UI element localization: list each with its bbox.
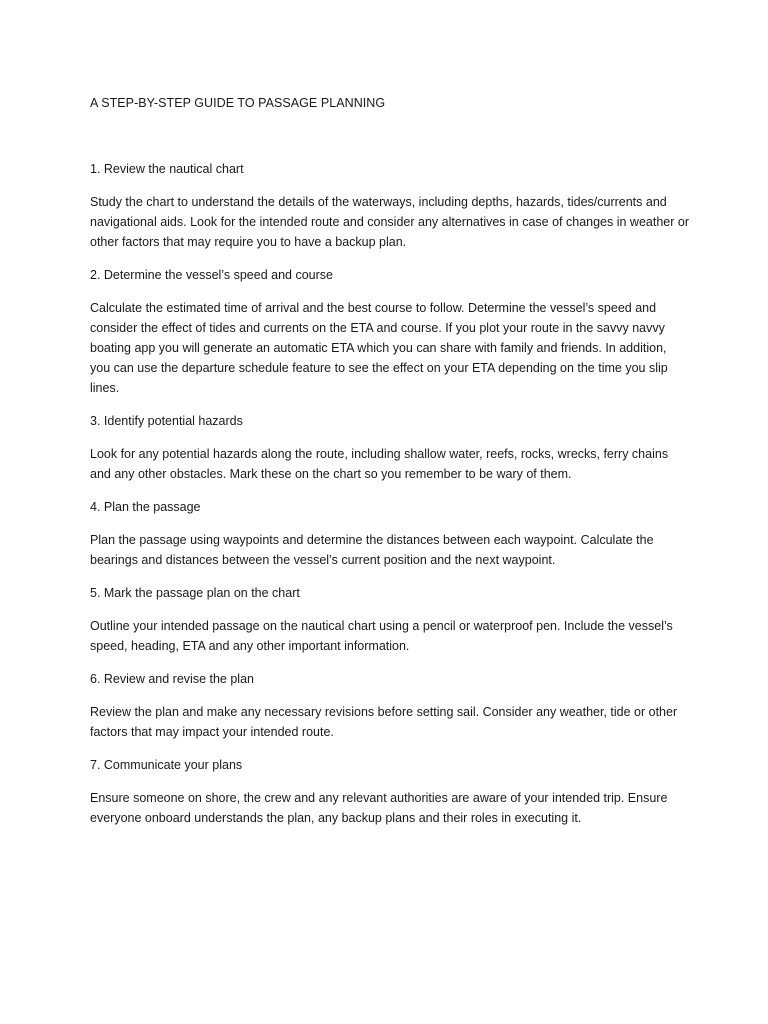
section-body: Review the plan and make any necessary revisions before setting sail. Consider any weather, tide or other factors that may impact your intended route. bbox=[90, 705, 678, 739]
section-heading: 3. Identify potential hazards bbox=[90, 414, 243, 428]
section-heading: 5. Mark the passage plan on the chart bbox=[90, 586, 300, 600]
section-heading: 6. Review and revise the plan bbox=[90, 672, 254, 686]
section-heading: 4. Plan the passage bbox=[90, 500, 201, 514]
section-body: Look for any potential hazards along the route, including shallow water, reefs, rocks, wrecks, ferry chains and any other obstacles. Mark these on the chart so you remember to be wary of them. bbox=[90, 447, 669, 481]
section-2 bbox=[90, 265, 690, 398]
section-heading: 1. Review the nautical chart bbox=[90, 162, 244, 176]
section-heading: 7. Communicate your plans bbox=[90, 758, 243, 772]
section-body: Plan the passage using waypoints and determine the distances between each waypoint. Calculate the bearings and distances between the vessel’s current position and the next waypoint. bbox=[90, 533, 654, 567]
section-body: Study the chart to understand the details of the waterways, including depths, hazards, tides/currents and navigational aids. Look for the intended route and consider any alternatives in case of changes in weather or other factors that may require you to have a backup plan. bbox=[90, 195, 689, 249]
section-1 bbox=[90, 159, 690, 252]
section-6 bbox=[90, 669, 690, 742]
section-5 bbox=[90, 583, 690, 656]
document-page bbox=[90, 93, 690, 841]
document-title: A STEP-BY-STEP GUIDE TO PASSAGE PLANNING bbox=[90, 96, 386, 110]
section-heading: 2. Determine the vessel’s speed and course bbox=[90, 268, 333, 282]
section-body: Ensure someone on shore, the crew and any relevant authorities are aware of your intended trip. Ensure everyone onboard understands the plan, any backup plans and their roles in executing it. bbox=[90, 791, 668, 825]
section-body: Outline your intended passage on the nautical chart using a pencil or waterproof pen. Include the vessel’s speed, heading, ETA and any other important information. bbox=[90, 619, 673, 653]
section-4 bbox=[90, 497, 690, 570]
section-3 bbox=[90, 411, 690, 484]
section-body: Calculate the estimated time of arrival and the best course to follow. Determine the vessel’s speed and consider the effect of tides and currents on the ETA and course. If you plot your route in the savvy navvy boating app you will generate an automatic ETA which you can share with family and friends. In addition, you can use the departure schedule feature to see the effect on your ETA depending on the time you slip lines. bbox=[90, 301, 668, 395]
section-7 bbox=[90, 755, 690, 828]
sections-container bbox=[90, 159, 690, 828]
